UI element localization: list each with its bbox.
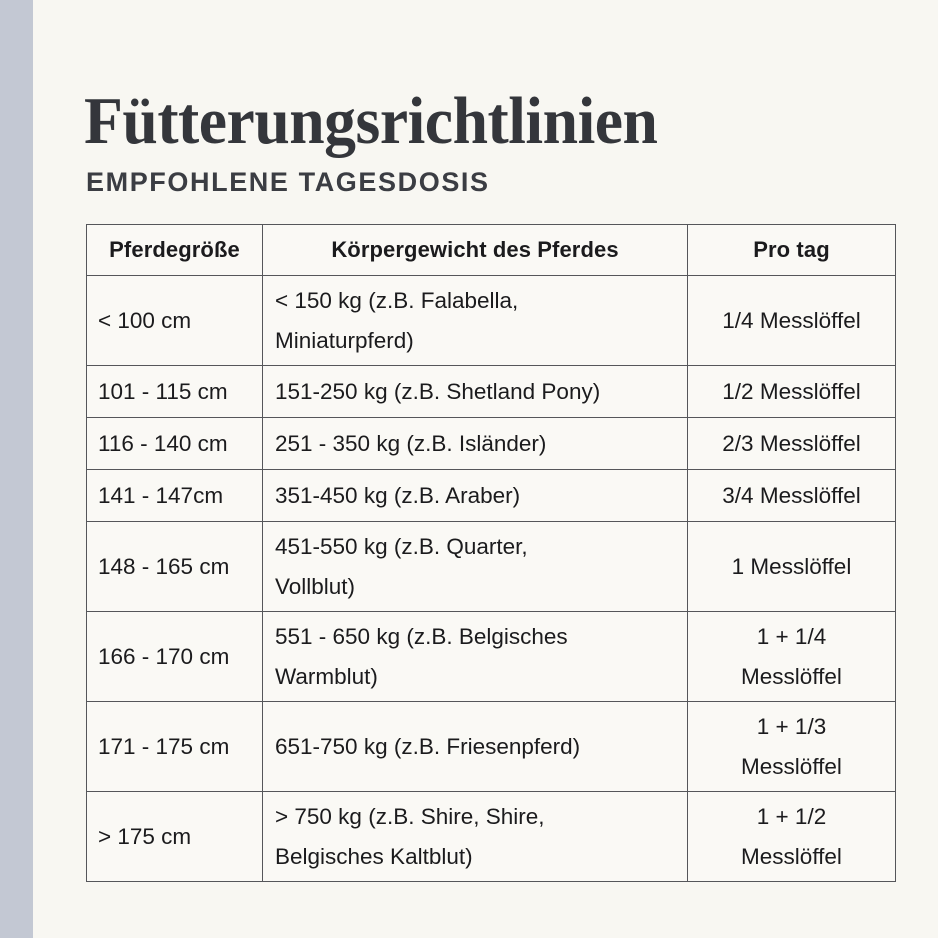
column-header-horse-size: Pferdegröße bbox=[87, 225, 263, 276]
table-row bbox=[87, 418, 896, 470]
cell-daily-dose-line1: 1 + 1/2 bbox=[756, 803, 827, 829]
table-row bbox=[87, 470, 896, 522]
cell-body-weight-line2: Warmblut) bbox=[275, 663, 378, 689]
cell-body-weight bbox=[263, 522, 688, 612]
cell-daily-dose bbox=[688, 276, 896, 366]
cell-daily-dose-line1: 1 Messlöffel bbox=[731, 553, 852, 579]
cell-daily-dose-line1: 2/3 Messlöffel bbox=[722, 430, 861, 456]
cell-daily-dose bbox=[688, 522, 896, 612]
cell-horse-size: > 175 cm bbox=[87, 792, 263, 882]
cell-daily-dose-line2: Messlöffel bbox=[741, 663, 842, 689]
page-title: Fütterungsrichtlinien bbox=[84, 84, 658, 158]
cell-daily-dose-line2: Messlöffel bbox=[741, 843, 842, 869]
cell-horse-size: 148 - 165 cm bbox=[87, 522, 263, 612]
feeding-guidelines-table bbox=[86, 224, 896, 882]
cell-body-weight-line1: 351-450 kg (z.B. Araber) bbox=[275, 482, 521, 508]
cell-daily-dose-line1: 1 + 1/4 bbox=[756, 623, 827, 649]
cell-body-weight-line1: 251 - 350 kg (z.B. Isländer) bbox=[275, 430, 547, 456]
left-color-band bbox=[0, 0, 33, 938]
page-subtitle: EMPFOHLENE TAGESDOSIS bbox=[86, 167, 490, 197]
cell-body-weight-line1: 651-750 kg (z.B. Friesenpferd) bbox=[275, 733, 581, 759]
cell-body-weight bbox=[263, 276, 688, 366]
cell-horse-size: 171 - 175 cm bbox=[87, 702, 263, 792]
table-row bbox=[87, 612, 896, 702]
cell-daily-dose bbox=[688, 470, 896, 522]
cell-daily-dose-line1: 3/4 Messlöffel bbox=[722, 482, 861, 508]
table-body bbox=[87, 276, 896, 882]
cell-horse-size: < 100 cm bbox=[87, 276, 263, 366]
cell-daily-dose bbox=[688, 792, 896, 882]
cell-body-weight-line1: 551 - 650 kg (z.B. Belgisches bbox=[275, 623, 568, 649]
cell-body-weight bbox=[263, 702, 688, 792]
cell-body-weight bbox=[263, 418, 688, 470]
cell-daily-dose bbox=[688, 366, 896, 418]
cell-daily-dose-line1: 1 + 1/3 bbox=[756, 713, 827, 739]
column-header-body-weight: Körpergewicht des Pferdes bbox=[263, 225, 688, 276]
cell-daily-dose-line2: Messlöffel bbox=[741, 753, 842, 779]
table-header bbox=[87, 225, 896, 276]
cell-body-weight bbox=[263, 612, 688, 702]
table-header-row bbox=[87, 225, 896, 276]
table-row bbox=[87, 522, 896, 612]
cell-daily-dose bbox=[688, 418, 896, 470]
column-header-per-day: Pro tag bbox=[688, 225, 896, 276]
cell-body-weight-line2: Belgisches Kaltblut) bbox=[275, 843, 473, 869]
cell-daily-dose bbox=[688, 612, 896, 702]
cell-body-weight-line2: Miniaturpferd) bbox=[275, 327, 414, 353]
cell-body-weight-line1: > 750 kg (z.B. Shire, Shire, bbox=[275, 803, 545, 829]
cell-horse-size: 166 - 170 cm bbox=[87, 612, 263, 702]
cell-body-weight bbox=[263, 792, 688, 882]
cell-body-weight-line1: 451-550 kg (z.B. Quarter, bbox=[275, 533, 528, 559]
cell-body-weight bbox=[263, 366, 688, 418]
cell-daily-dose-line1: 1/2 Messlöffel bbox=[722, 378, 861, 404]
cell-body-weight-line1: < 150 kg (z.B. Falabella, bbox=[275, 287, 519, 313]
cell-body-weight-line2: Vollblut) bbox=[275, 573, 356, 599]
cell-daily-dose-line1: 1/4 Messlöffel bbox=[722, 307, 861, 333]
table-row bbox=[87, 792, 896, 882]
cell-horse-size: 101 - 115 cm bbox=[87, 366, 263, 418]
table-row bbox=[87, 702, 896, 792]
cell-daily-dose bbox=[688, 702, 896, 792]
table-row bbox=[87, 366, 896, 418]
table-row bbox=[87, 276, 896, 366]
cell-horse-size: 116 - 140 cm bbox=[87, 418, 263, 470]
cell-body-weight bbox=[263, 470, 688, 522]
cell-body-weight-line1: 151-250 kg (z.B. Shetland Pony) bbox=[275, 378, 601, 404]
cell-horse-size: 141 - 147cm bbox=[87, 470, 263, 522]
